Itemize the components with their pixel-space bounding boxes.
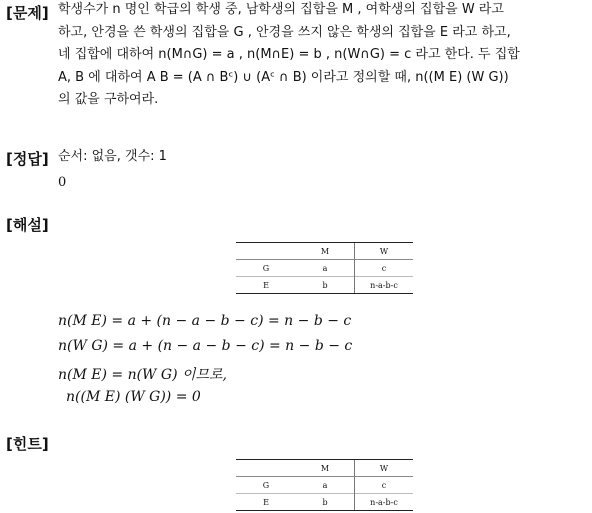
explanation-table <box>236 242 413 294</box>
problem-text <box>58 0 590 112</box>
table-cell: b <box>296 277 355 294</box>
table-cell: n-a-b-c <box>355 277 414 294</box>
table-header-row <box>236 460 413 477</box>
table-header-cell: W <box>355 460 414 477</box>
table-row <box>236 494 413 511</box>
explanation-line: n(M E) = n(W G) 이므로, <box>58 367 228 383</box>
table-header-cell: M <box>296 460 355 477</box>
explanation-line: n((M E) (W G)) = 0 <box>66 389 201 405</box>
answer-meta: 순서: 없음, 갯수: 1 <box>58 149 167 164</box>
section-label-explanation: [해설] <box>6 216 49 234</box>
problem-line: 의 값을 구하여라. <box>58 92 159 107</box>
hint-table <box>236 459 413 511</box>
table-cell: c <box>355 477 414 494</box>
problem-line: A, B 에 대하여 A B = (A ∩ Bᶜ) ∪ (Aᶜ ∩ B) 이라고 정의할 때, n((M E) (W G)) <box>58 69 509 85</box>
section-label-answer: [정답] <box>6 150 49 168</box>
table-row <box>236 260 413 277</box>
problem-line: 학생수가 n 명인 학급의 학생 중, 남학생의 집합을 M , 여학생의 집합을 W 라고 <box>58 2 504 17</box>
table-cell <box>236 460 296 477</box>
table-row <box>236 277 413 294</box>
section-label-hint: [힌트] <box>6 435 49 453</box>
table-cell: n-a-b-c <box>355 494 414 511</box>
table-header-cell: M <box>296 243 355 260</box>
section-label-problem: [문제] <box>6 4 49 22</box>
table-cell: a <box>322 480 328 490</box>
table-row-label: G <box>262 480 270 490</box>
problem-line: 네 집합에 대하여 n(M∩G) = a , n(M∩E) = b , n(W∩G) = c 라고 한다. 두 집합 <box>58 47 520 62</box>
table-cell: b <box>296 494 355 511</box>
table-header-cell: W <box>355 243 414 260</box>
table-row-label: G <box>262 263 270 273</box>
table-row <box>236 477 413 494</box>
table-cell: c <box>355 260 414 277</box>
table-header-row <box>236 243 413 260</box>
problem-line: 하고, 안경을 쓴 학생의 집합을 G , 안경을 쓰지 않은 학생의 집합을 E 라고 하고, <box>58 24 511 40</box>
table-row-label: E <box>236 494 296 511</box>
table-row-label: E <box>236 277 296 294</box>
answer-value: 0 <box>58 175 67 190</box>
table-cell <box>236 243 296 260</box>
table-cell: a <box>322 263 328 273</box>
explanation-line: n(M E) = a + (n − a − b − c) = n − b − c <box>58 313 352 329</box>
explanation-line: n(W G) = a + (n − a − b − c) = n − b − c <box>58 338 353 354</box>
